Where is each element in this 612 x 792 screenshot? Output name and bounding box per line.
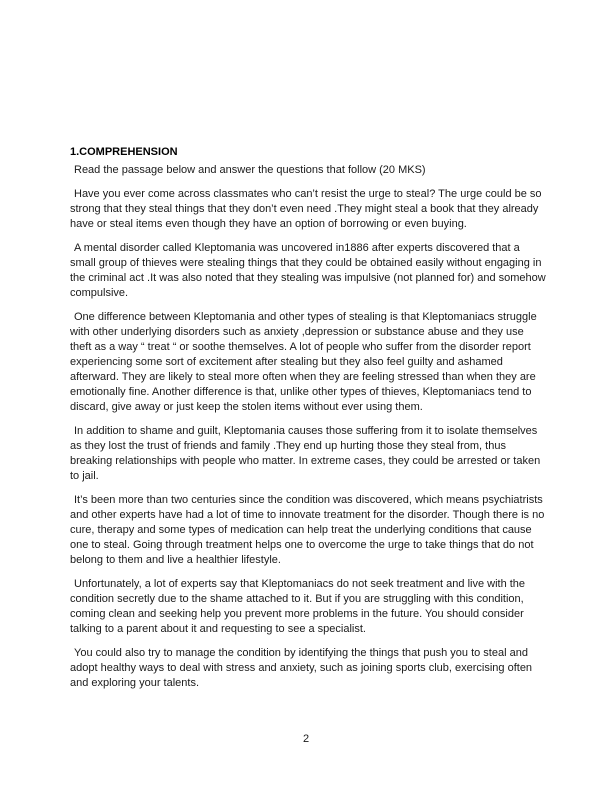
passage-paragraph: A mental disorder called Kleptomania was uncovered in1886 after experts discovered that a small group of thieves were stealing things that they could be obtained easily without engaging in the criminal act .It was also noted that they stealing was impulsive (not planned for) and somehow compulsive. — [70, 242, 546, 299]
passage-paragraph: You could also try to manage the condition by identifying the things that push you to steal and adopt healthy ways to deal with stress and anxiety, such as joining sports club, exercising often and exploring your talents. — [70, 647, 533, 689]
instruction-line: Read the passage below and answer the questions that follow (20 MKS) — [74, 164, 426, 176]
passage-paragraph: It’s been more than two centuries since the condition was discovered, which means psychiatrists and other experts have had a lot of time to innovate treatment for the disorder. Though there is no cure, therapy and some types of medication can help treat the underlying conditions that cause one to steal. Going through treatment helps one to overcome the urge to take things that do not belong to them and live a healthier lifestyle. — [70, 494, 545, 566]
passage-paragraph: One difference between Kleptomania and other types of stealing is that Kleptomaniacs struggle with other underlying disorders such as anxiety ,depression or substance abuse and they use theft as a way “ treat “ or soothe themselves. A lot of people who suffer from the disorder report experiencing some sort of excitement after stealing but they also feel guilty and ashamed afterward. They are likely to steal more often when they are feeling stressed than when they are emotionally fine. Another difference is that, unlike other types of thieves, Kleptomaniacs tend to discard, give away or just keep the stolen items without ever using them. — [70, 311, 537, 413]
passage-paragraph: Have you ever come across classmates who can’t resist the urge to steal? The urge could be so strong that they steal things that they don’t even need .They might steal a book that they already have or steal items even though they have an option of borrowing or even buying. — [70, 188, 542, 230]
passage-paragraph: Unfortunately, a lot of experts say that Kleptomaniacs do not seek treatment and live with the condition secretly due to the shame attached to it. But if you are struggling with this condition, coming clean and seeking help you prevent more problems in the future. You should consider talking to a parent about it and requesting to see a specialist. — [70, 578, 526, 635]
page-number: 2 — [302, 733, 310, 745]
page-content — [70, 146, 548, 700]
section-heading: 1.COMPREHENSION — [70, 146, 178, 158]
passage-paragraph: In addition to shame and guilt, Kleptomania causes those suffering from it to isolate themselves as they lost the trust of friends and family .They end up hurting those they steal from, thus breaking relationships with people who matter. In extreme cases, they could be arrested or taken to jail. — [70, 425, 541, 482]
passage — [70, 187, 548, 691]
